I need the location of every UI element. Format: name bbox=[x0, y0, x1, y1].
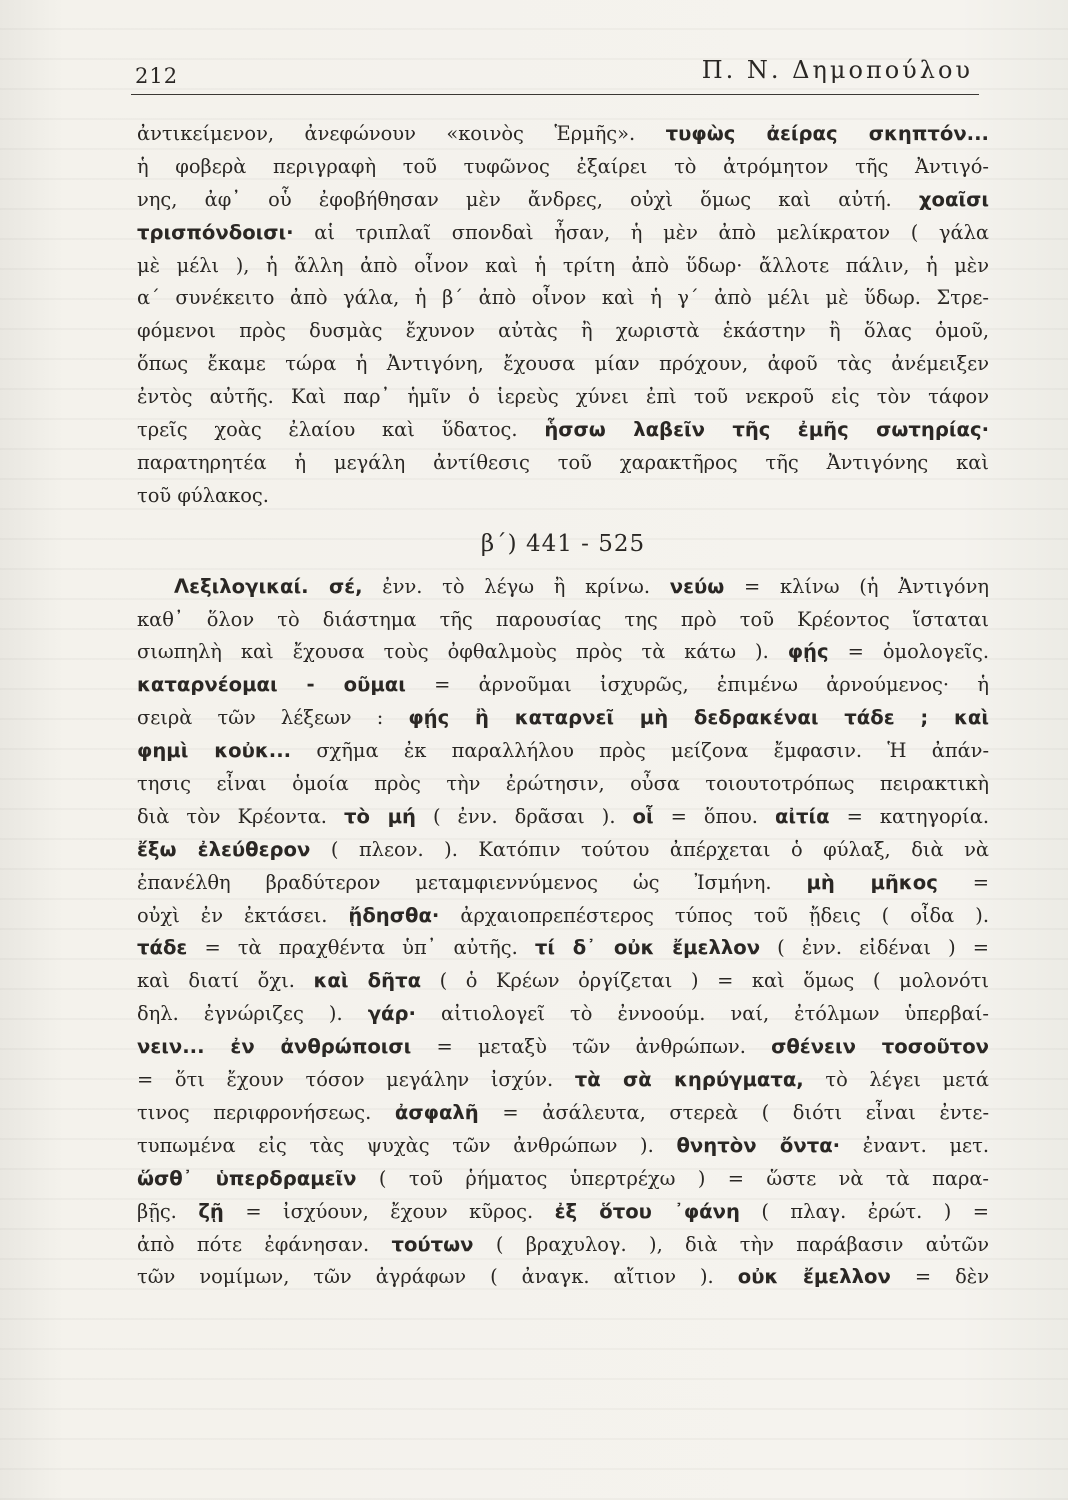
text-segment: = ὅτι ἔχουν τόσον μεγάλην ἰσχύν. bbox=[137, 1068, 575, 1092]
text-segment: ( ὁ Κρέων ὀργίζεται ) = καὶ ὅμως ( μολονότι bbox=[421, 969, 989, 993]
text-line bbox=[137, 414, 989, 447]
text-line bbox=[137, 1163, 989, 1196]
bold-lemma: τρισπόνδοισι· bbox=[137, 220, 294, 244]
text-line bbox=[137, 900, 989, 933]
text-segment: τῶν νομίμων, τῶν ἀγράφων ( ἀναγκ. αἴτιον ). bbox=[137, 1265, 738, 1289]
bold-lemma: νεύω bbox=[669, 574, 725, 598]
bold-lemma: οἷ bbox=[632, 804, 654, 828]
text-line bbox=[137, 669, 989, 702]
text-segment: = μεταξὺ τῶν ἀνθρώπων. bbox=[411, 1035, 772, 1059]
text-segment: αἰτιολογεῖ τὸ ἐννοούμ. ναί, ἐτόλμων ὑπερβαί- bbox=[415, 1002, 989, 1026]
text-segment: αἱ τριπλαῖ σπονδαὶ ἦσαν, ἡ μὲν ἀπὸ μελίκρατον ( γάλα bbox=[293, 220, 989, 244]
text-segment: ἡ φοβερὰ περιγραφὴ τοῦ τυφῶνος ἐξαίρει τὸ ἀτρόμητον τῆς Ἀντιγό- bbox=[137, 154, 989, 178]
bold-lemma: φῄς ἢ καταρνεῖ μὴ δεδρακέναι τάδε ; καὶ bbox=[408, 706, 989, 730]
text-line bbox=[137, 184, 989, 217]
text-line bbox=[137, 867, 989, 900]
bold-lemma: καταρνέομαι - οῦμαι bbox=[137, 673, 406, 697]
text-line bbox=[137, 118, 989, 151]
text-segment: = δὲν bbox=[890, 1265, 989, 1289]
text-segment: ἀρχαιοπρεπέστερος τύπος τοῦ ᾔδεις ( οἶδα ). bbox=[439, 903, 989, 927]
bold-lemma: οὐκ ἔμελλον bbox=[737, 1265, 891, 1289]
running-head bbox=[131, 48, 979, 95]
bold-lemma: ᾔδησθα· bbox=[348, 903, 440, 927]
text-segment: = τὰ πραχθέντα ὑπ᾿ αὐτῆς. bbox=[187, 936, 535, 960]
text-line bbox=[137, 636, 989, 669]
text-segment: = κλίνω (ἡ Ἀντιγόνη bbox=[724, 574, 989, 598]
text-line bbox=[137, 965, 989, 998]
text-line bbox=[137, 768, 989, 801]
text-line bbox=[137, 932, 989, 965]
text-segment: τοῦ φύλακος. bbox=[137, 483, 269, 507]
text-segment: ἐντὸς αὐτῆς. Καὶ παρ᾿ ἡμῖν ὁ ἱερεὺς χύνει ἐπὶ τοῦ νεκροῦ εἰς τὸν τάφον bbox=[137, 385, 989, 409]
text-line bbox=[137, 801, 989, 834]
text-segment: = bbox=[937, 870, 989, 894]
text-segment: βῇς. bbox=[137, 1199, 199, 1223]
text-line bbox=[137, 1064, 989, 1097]
bold-lemma: αἰτία bbox=[774, 804, 830, 828]
text-segment: καὶ διατί ὄχι. bbox=[137, 969, 314, 993]
text-segment: ( τοῦ ῥήματος ὑπερτρέχω ) = ὥστε νὰ τὰ παρα- bbox=[356, 1166, 989, 1190]
text-line bbox=[137, 604, 989, 637]
text-segment: = ἀρνοῦμαι ἰσχυρῶς, ἐπιμένω ἀρνούμενος· ἡ bbox=[405, 673, 989, 697]
text-segment: τινος περιφρονήσεως. bbox=[137, 1100, 395, 1124]
text-line bbox=[137, 1130, 989, 1163]
bold-lemma: ζῇ bbox=[198, 1199, 224, 1223]
text-segment: = κατηγορία. bbox=[829, 804, 989, 828]
text-segment: τησις εἶναι ὁμοία πρὸς τὴν ἐρώτησιν, οὖσα τοιουτοτρόπως πειρακτικὴ bbox=[137, 772, 989, 796]
running-title: Π. Ν. Δημοπούλου bbox=[701, 56, 973, 84]
bold-lemma: τούτων bbox=[391, 1232, 474, 1256]
bold-lemma: τί δ᾿ οὐκ ἔμελλον bbox=[534, 936, 761, 960]
bold-lemma: τὰ σὰ κηρύγματα, bbox=[574, 1068, 804, 1092]
bold-lemma: νειν... ἐν ἀνθρώποισι bbox=[137, 1035, 412, 1059]
text-line bbox=[137, 348, 989, 381]
section-heading: β΄) 441 - 525 bbox=[480, 530, 646, 557]
text-segment: τυπωμένα εἰς τὰς ψυχὰς τῶν ἀνθρώπων ). bbox=[137, 1133, 677, 1157]
text-segment: σχῆμα ἐκ παραλλήλου πρὸς μείζονα ἔμφασιν. Ἡ ἀπάν- bbox=[291, 739, 989, 763]
text-line bbox=[137, 381, 989, 414]
bold-lemma: φημὶ κοὐκ... bbox=[137, 739, 292, 763]
text-line bbox=[137, 447, 989, 480]
text-segment: οὐχὶ ἐν ἐκτάσει. bbox=[137, 903, 349, 927]
bold-lemma: χοαῖσι bbox=[918, 187, 989, 211]
text-line bbox=[137, 998, 989, 1031]
bold-lemma: τάδε bbox=[137, 936, 188, 960]
text-segment: καθ᾿ ὅλον τὸ διάστημα τῆς παρουσίας της πρὸ τοῦ Κρέοντος ἵσταται bbox=[137, 607, 989, 631]
text-segment: τρεῖς χοὰς ἐλαίου καὶ ὕδατος. bbox=[137, 418, 545, 442]
text-segment: σειρὰ τῶν λέξεων : bbox=[137, 706, 409, 730]
text-segment: ἐνν. τὸ λέγω ἢ κρίνω. bbox=[362, 574, 670, 598]
text-line bbox=[137, 1031, 989, 1064]
text-line bbox=[137, 315, 989, 348]
text-segment: = ἰσχύουν, ἔχουν κῦρος. bbox=[223, 1199, 555, 1223]
text-line bbox=[137, 1196, 989, 1229]
bold-lemma: ἧσσω λαβεῖν τῆς ἐμῆς σωτηρίας· bbox=[544, 418, 989, 442]
text-line bbox=[137, 480, 989, 513]
text-line bbox=[137, 834, 989, 867]
text-line bbox=[137, 151, 989, 184]
text-line bbox=[137, 250, 989, 283]
page-number: 212 bbox=[135, 64, 179, 88]
text-segment: ( πλεον. ). Κατόπιν τούτου ἀπέρχεται ὁ φύλαξ, διὰ νὰ bbox=[310, 837, 989, 861]
text-segment: νης, ἀφ᾿ οὗ ἐφοβήθησαν μὲν ἄνδρες, οὐχὶ ὅμως καὶ αὐτή. bbox=[137, 187, 919, 211]
bold-lemma: ἐξ ὅτου ᾿φάνη bbox=[554, 1199, 740, 1223]
bold-lemma: τὸ μή bbox=[343, 804, 416, 828]
bold-lemma: τυφὼς ἀείρας σκηπτόν... bbox=[665, 122, 989, 145]
text-segment: α΄ συνέκειτο ἀπὸ γάλα, ἡ β΄ ἀπὸ οἶνον καὶ ἡ γ΄ ἀπὸ μέλι μὲ ὕδωρ. Στρε- bbox=[137, 286, 989, 310]
bold-lemma: καὶ δῆτα bbox=[313, 969, 422, 993]
text-line bbox=[137, 217, 989, 250]
bold-lemma: μὴ μῆκος bbox=[806, 870, 938, 894]
text-segment: ἐναντ. μετ. bbox=[840, 1133, 989, 1157]
text-line bbox=[137, 282, 989, 315]
bold-lemma: θνητὸν ὄντα· bbox=[676, 1133, 841, 1157]
text-segment: μὲ μέλι ), ἡ ἄλλη ἀπὸ οἶνον καὶ ἡ τρίτη ἀπὸ ὕδωρ· ἄλλοτε πάλιν, ἡ μὲν bbox=[137, 253, 989, 277]
bold-lemma: φῄς bbox=[787, 640, 829, 664]
text-segment: δηλ. ἐγνώριζες ). bbox=[137, 1002, 368, 1026]
text-line bbox=[137, 702, 989, 735]
text-segment: ( ἐνν. δρᾶσαι ). bbox=[415, 804, 633, 828]
text-segment: = ὅπου. bbox=[653, 804, 775, 828]
bold-lemma: γάρ· bbox=[367, 1002, 416, 1026]
bold-lemma: Λεξιλογικαί. σέ, bbox=[174, 574, 363, 598]
bold-lemma: σθένειν τοσοῦτον bbox=[771, 1035, 989, 1059]
text-segment: ὅπως ἔκαμε τώρα ἡ Ἀντιγόνη, ἔχουσα μίαν πρόχουν, ἀφοῦ τὰς ἀνέμειξεν bbox=[137, 352, 989, 376]
text-segment: ( πλαγ. ἐρώτ. ) = bbox=[739, 1199, 989, 1223]
text-segment: = ἀσάλευτα, στερεὰ ( διότι εἶναι ἐντε- bbox=[478, 1100, 989, 1124]
text-line bbox=[137, 1097, 989, 1130]
text-segment: ( βραχυλογ. ), διὰ τὴν παράβασιν αὐτῶν bbox=[473, 1232, 989, 1256]
text-segment: τὸ λέγει μετά bbox=[803, 1068, 989, 1092]
text-segment: ἀντικείμενον, ἀνεφώνουν «κοινὸς Ἑρμῆς». bbox=[137, 122, 666, 145]
bold-lemma: ἔξω ἐλεύθερον bbox=[137, 837, 311, 861]
bold-lemma: ὥσθ᾿ ὑπερδραμεῖν bbox=[137, 1166, 357, 1190]
text-line bbox=[137, 1229, 989, 1262]
text-segment: ἀπὸ πότε ἐφάνησαν. bbox=[137, 1232, 392, 1256]
text-segment: παρατηρητέα ἡ μεγάλη ἀντίθεσις τοῦ χαρακτῆρος τῆς Ἀντιγόνης καὶ bbox=[137, 450, 989, 474]
text-line bbox=[137, 735, 989, 768]
text-segment: διὰ τὸν Κρέοντα. bbox=[137, 804, 344, 828]
text-segment: σιωπηλὴ καὶ ἔχουσα τοὺς ὀφθαλμοὺς πρὸς τὰ κάτω ). bbox=[137, 640, 788, 664]
commentary-text bbox=[137, 118, 989, 1294]
bold-lemma: ἀσφαλῆ bbox=[394, 1100, 479, 1124]
text-line bbox=[137, 571, 989, 604]
text-line bbox=[137, 1261, 989, 1294]
text-segment: ἐπανέλθη βραδύτερον μεταμφιεννύμενος ὡς Ἰσμήνη. bbox=[137, 870, 807, 894]
text-segment: = ὁμολογεῖς. bbox=[828, 640, 989, 664]
text-segment: φόμενοι πρὸς δυσμὰς ἔχυνον αὐτὰς ἢ χωριστὰ ἑκάστην ἢ ὅλας ὁμοῦ, bbox=[137, 319, 989, 343]
text-segment: ( ἐνν. εἰδέναι ) = bbox=[760, 936, 989, 960]
